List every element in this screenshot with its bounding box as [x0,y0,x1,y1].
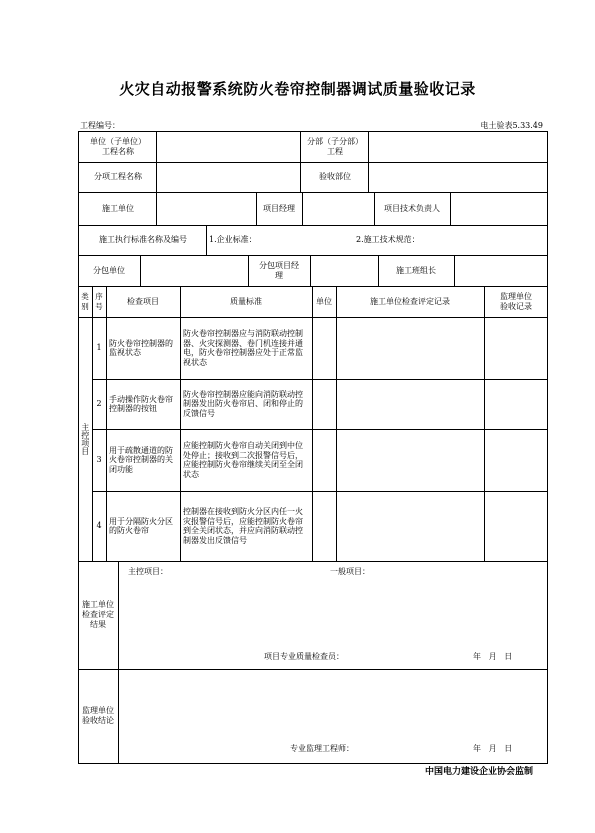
supervising-engineer-label: 专业监理工程师： [290,744,354,754]
inspection-part-label: 验收部位 [319,172,351,182]
supervisor-column-header: 监理单位 验收记录 [500,292,532,311]
item-column-header: 检查项目 [127,296,159,306]
sub-division-project-label: 分部（子分部） 工程 [307,137,363,156]
item-3-name: 用于疏散通道的防火卷帘控制器的关闭功能 [109,445,173,474]
item-4-number: 4 [96,521,102,531]
sub-project-manager-label: 分包项目经 理 [259,261,299,280]
item-3-number: 3 [96,455,102,465]
supervision-conclusion-label: 监理单位验收结论 [82,706,114,725]
item-4-standard: 控制器在接收到防火分区内任一火灾报警信号后，应能控制防火卷帘到全关闭状态，并应向消防联动控制器发出反馈信号 [183,507,303,545]
self-check-column-header: 施工单位检查评定记录 [370,296,450,306]
unit-column-header: 单位 [316,296,332,306]
category-column-header: 类 别 [81,292,89,311]
subcontractor-label: 分包单位 [93,265,125,275]
general-items-label: 一般项目： [330,567,370,577]
inspection-date: 年 月 日 [473,652,513,662]
item-project-name-label: 分项工程名称 [94,172,142,182]
enterprise-standard-label: 1.企业标准： [209,235,257,245]
main-items-label: 主控项目： [128,567,168,577]
tech-spec-label: 2.施工技术规范： [356,235,420,245]
standard-label: 施工执行标准名称及编号 [99,235,187,245]
construction-conclusion-label: 施工单位检查评定结果 [82,600,114,629]
project-manager-label: 项目经理 [263,203,295,213]
item-2-standard: 防火卷帘控制器应能向消防联动控制器发出防火卷帘启、闭和停止的反馈信号 [183,389,303,418]
project-number-label: 工程编号： [80,121,120,130]
item-1-standard: 防火卷帘控制器应与消防联动控制器、火灾探测器、卷门机连接并通电，防火卷帘控制器应处于正常监视状态 [183,329,303,367]
quality-inspector-label: 项目专业质量检查员： [264,652,344,662]
main-control-category: 主控项目 [80,423,90,455]
form-number: 电土验表5.33.49 [480,121,543,130]
acceptance-record-table [78,131,548,764]
seq-column-header: 序 号 [95,292,103,311]
tech-lead-label: 项目技术负责人 [384,203,440,213]
item-2-name: 手动操作防火卷帘控制器的按钮 [109,394,173,413]
supervision-date: 年 月 日 [473,744,513,754]
unit-project-name-label: 单位（子单位） 工程名称 [90,137,146,156]
item-3-standard: 应能控制防火卷帘自动关闭到中位处停止；接收到二次报警信号后，应能控制防火卷帘继续关闭至全闭状态 [183,441,303,479]
item-1-number: 1 [96,343,102,353]
constructor-label: 施工单位 [102,203,134,213]
standard-column-header: 质量标准 [230,296,262,306]
item-2-number: 2 [96,399,102,409]
footer-issuer: 中国电力建设企业协会监制 [424,767,533,777]
page-title: 火灾自动报警系统防火卷帘控制器调试质量验收记录 [119,80,476,98]
item-1-name: 防火卷帘控制器的监视状态 [109,338,173,357]
team-leader-label: 施工班组长 [396,265,436,275]
item-4-name: 用于分隔防火分区的防火卷帘 [109,516,173,535]
